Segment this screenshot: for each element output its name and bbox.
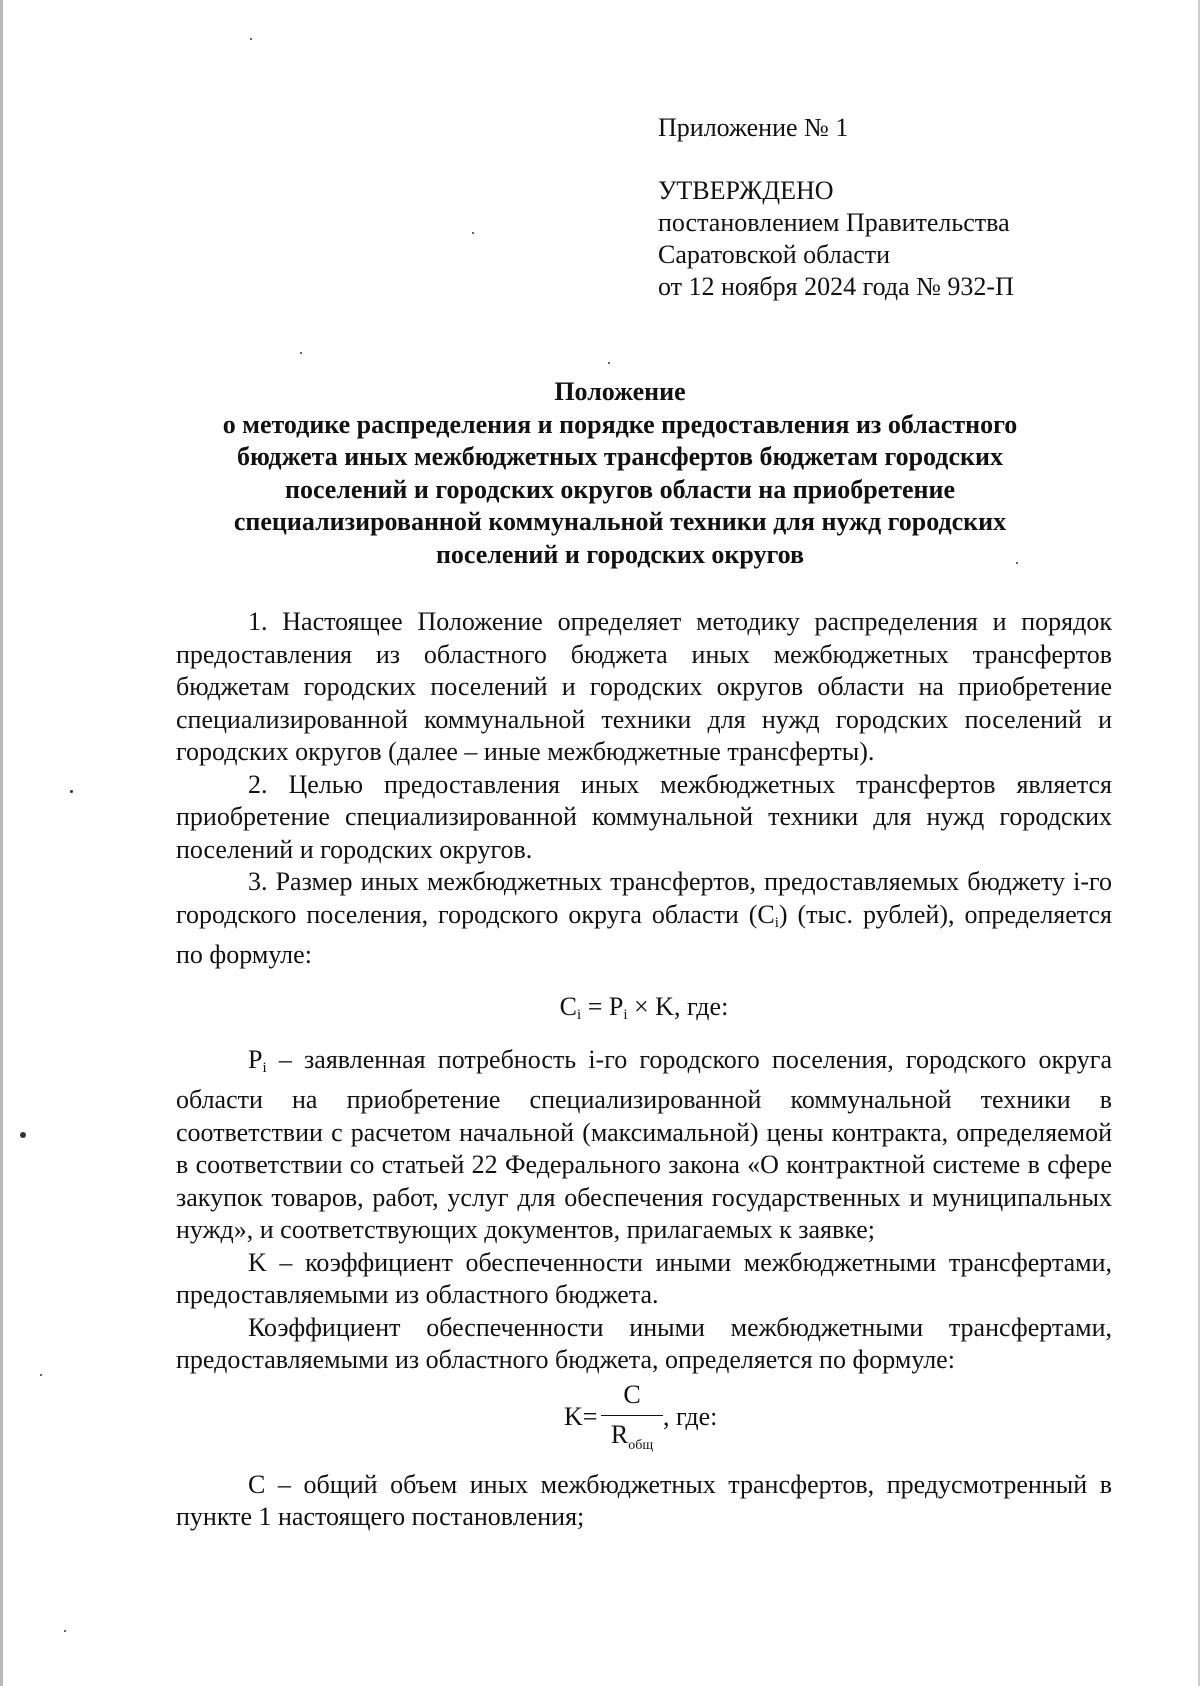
paragraph-k: K – коэффициент обеспеченности иными межбюджетными трансфертами, предоставляемыми из областного бюджета.	[176, 1247, 1112, 1309]
fraction-denominator	[601, 1418, 663, 1452]
approved-region: Саратовской области	[658, 240, 891, 269]
subscript-total: общ	[628, 1437, 654, 1453]
formula-c: C	[559, 991, 578, 1021]
document-body	[176, 606, 1112, 1534]
formula-p: P	[608, 991, 624, 1021]
subscript-i: i	[774, 914, 779, 931]
paragraph-2: 2. Целью предоставления иных межбюджетных трансфертов является приобретение специализированной коммунальной техники для нужд городских поселений и городских округов.	[176, 769, 1112, 864]
subscript-i: i	[623, 1006, 628, 1023]
title-line: Положение	[554, 377, 686, 406]
subscript-i: i	[262, 1059, 267, 1076]
formula-k-rhs: , где:	[663, 1401, 718, 1431]
fraction-bar	[601, 1415, 663, 1416]
scan-speck	[1016, 562, 1018, 564]
paragraph-3-text: 3. Размер иных межбюджетных трансфертов, предоставляемых бюджету i-го городского поселения, городского округа области (C	[176, 867, 1112, 929]
scan-speck	[472, 232, 474, 234]
paragraph-1: 1. Настоящее Положение определяет методику распределения и порядок предоставления из областного бюджета иных межбюджетных трансфертов бюджетам городских поселений и городских округов области на приобретение специализированной коммунальной техники для нужд городских поселений и городских округов (далее – иные межбюджетные трансферты).	[176, 607, 1112, 766]
scan-speck	[64, 1630, 66, 1632]
appendix-number: Приложение № 1	[658, 113, 849, 142]
subscript-i: i	[577, 1006, 582, 1023]
paragraph-pi	[176, 1044, 1112, 1247]
paragraph-c: C – общий объем иных межбюджетных трансфертов, предусмотренный в пункте 1 настоящего постановления;	[176, 1469, 1112, 1531]
approval-block	[658, 112, 1158, 303]
title-line: бюджета иных межбюджетных трансфертов бюджетам городских	[237, 442, 1003, 471]
scan-speck	[608, 362, 610, 364]
document-title	[150, 376, 1090, 571]
formula-ci	[176, 982, 1112, 1032]
paragraph-coefficient: Коэффициент обеспеченности иными межбюджетными трансфертами, предоставляемыми из областного бюджета, определяется по формуле:	[176, 1312, 1112, 1374]
scan-speck	[250, 38, 252, 40]
scan-speck	[40, 1374, 42, 1376]
scan-speck	[20, 1132, 26, 1138]
title-line: специализированной коммунальной техники для нужд городских	[233, 507, 1007, 536]
fraction-numerator: C	[623, 1379, 641, 1409]
title-line: поселений и городских округов	[435, 539, 805, 569]
scan-speck	[300, 352, 302, 354]
paragraph-3-text-end: ) (тыс. рублей), определяется по формуле:	[176, 899, 1112, 969]
scan-edge-left	[0, 0, 3, 1686]
approved-heading: УТВЕРЖДЕНО	[658, 176, 834, 205]
paragraph-3	[176, 866, 1112, 972]
formula-equals: =	[581, 991, 609, 1021]
symbol-r: R	[610, 1419, 629, 1449]
title-line: поселений и городских округов области на приобретение	[284, 474, 956, 504]
symbol-p: P	[248, 1044, 263, 1074]
fraction	[601, 1379, 663, 1452]
formula-k	[176, 1379, 1112, 1459]
approved-by: постановлением Правительства	[658, 208, 1010, 237]
formula-rest: × K, где:	[627, 991, 729, 1021]
formula-k-lhs: K=	[564, 1401, 598, 1431]
approved-date: от 12 ноября 2024 года № 932-П	[658, 272, 1014, 301]
title-line: о методике распределения и порядке предоставления из областного	[222, 409, 1018, 439]
scan-speck	[70, 790, 73, 793]
paragraph-pi-text: – заявленная потребность i-го городского поселения, городского округа области на приобретение специализированной коммунальной техники в соответствии с расчетом начальной (максимальной) цены контракта, определяемой в соответствии со статьей 22 Федерального закона «О контрактной системе в сфере закупок товаров, работ, услуг для обеспечения государственных и муниципальных нужд», и соответствующих документов, прилагаемых к заявке;	[176, 1044, 1112, 1244]
